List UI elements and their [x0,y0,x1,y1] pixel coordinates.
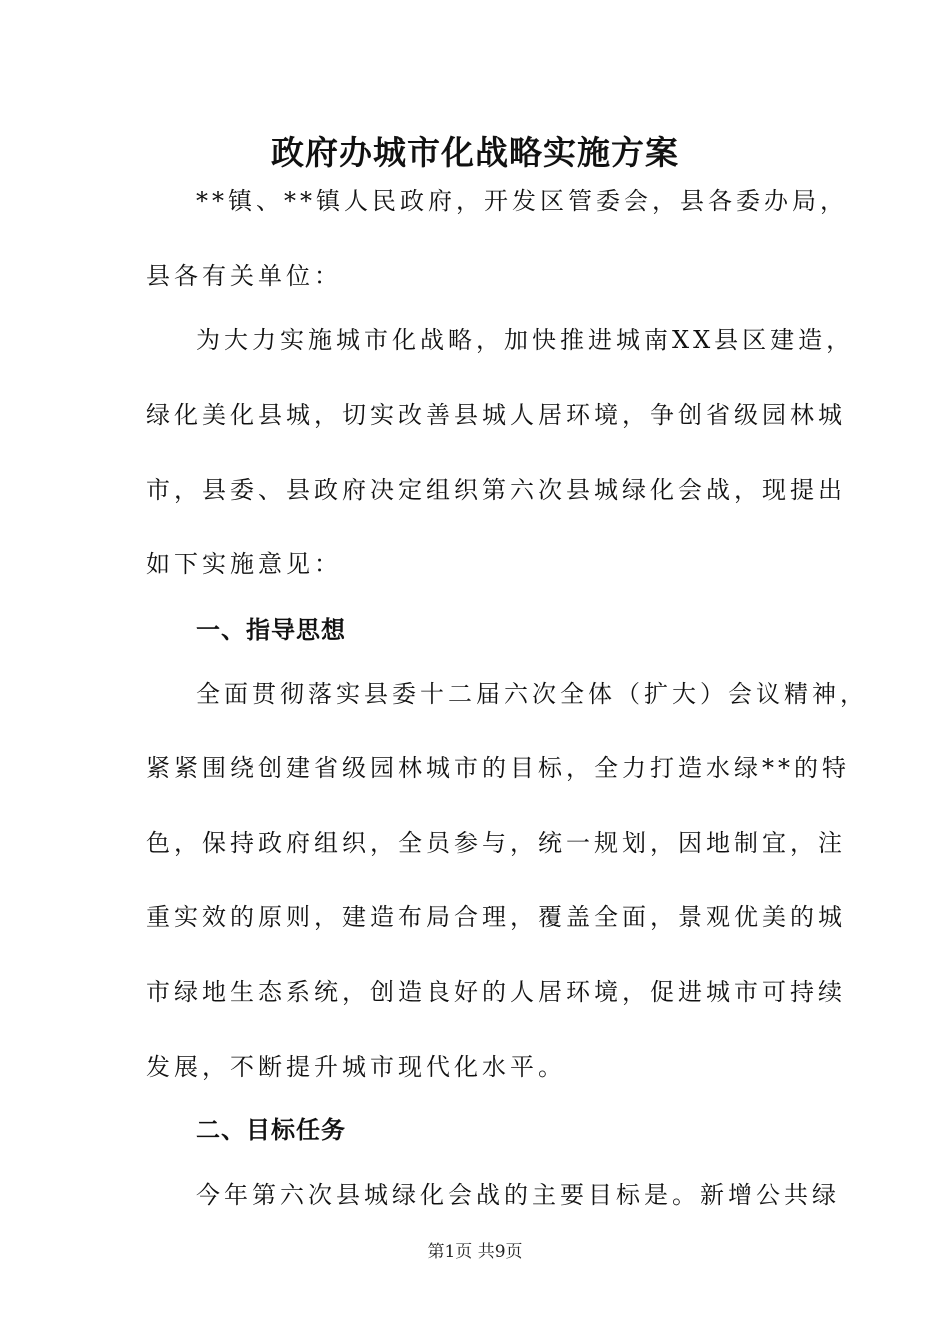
page-number-footer: 第1页 共9页 [427,1242,523,1262]
intro-line-4: 如下实施意见： [146,550,342,578]
section1-line-3: 色，保持政府组织，全员参与，统一规划，因地制宜，注 [146,829,846,857]
section1-line-6: 发展，不断提升城市现代化水平。 [146,1053,566,1081]
intro-line-3: 市，县委、县政府决定组织第六次县城绿化会战，现提出 [146,476,846,504]
salutation-line-2: 县各有关单位： [146,262,342,290]
section1-line-1: 全面贯彻落实县委十二届六次全体（扩大）会议精神， [196,680,868,708]
section2-line-1: 今年第六次县城绿化会战的主要目标是。新增公共绿 [196,1181,840,1209]
section1-line-5: 市绿地生态系统，创造良好的人居环境，促进城市可持续 [146,978,846,1006]
section1-line-4: 重实效的原则，建造布局合理，覆盖全面，景观优美的城 [146,903,846,931]
section-heading-guiding-ideology: 一、指导思想 [196,616,346,644]
document-title: 政府办城市化战略实施方案 [271,133,679,172]
section1-line-2: 紧紧围绕创建省级园林城市的目标，全力打造水绿**的特 [146,754,850,782]
salutation-line-1: **镇、**镇人民政府，开发区管委会，县各委办局， [196,187,848,215]
intro-line-1: 为大力实施城市化战略，加快推进城南XX县区建造， [196,326,855,354]
intro-line-2: 绿化美化县城，切实改善县城人居环境，争创省级园林城 [146,401,846,429]
section-heading-goals-tasks: 二、目标任务 [196,1116,346,1144]
